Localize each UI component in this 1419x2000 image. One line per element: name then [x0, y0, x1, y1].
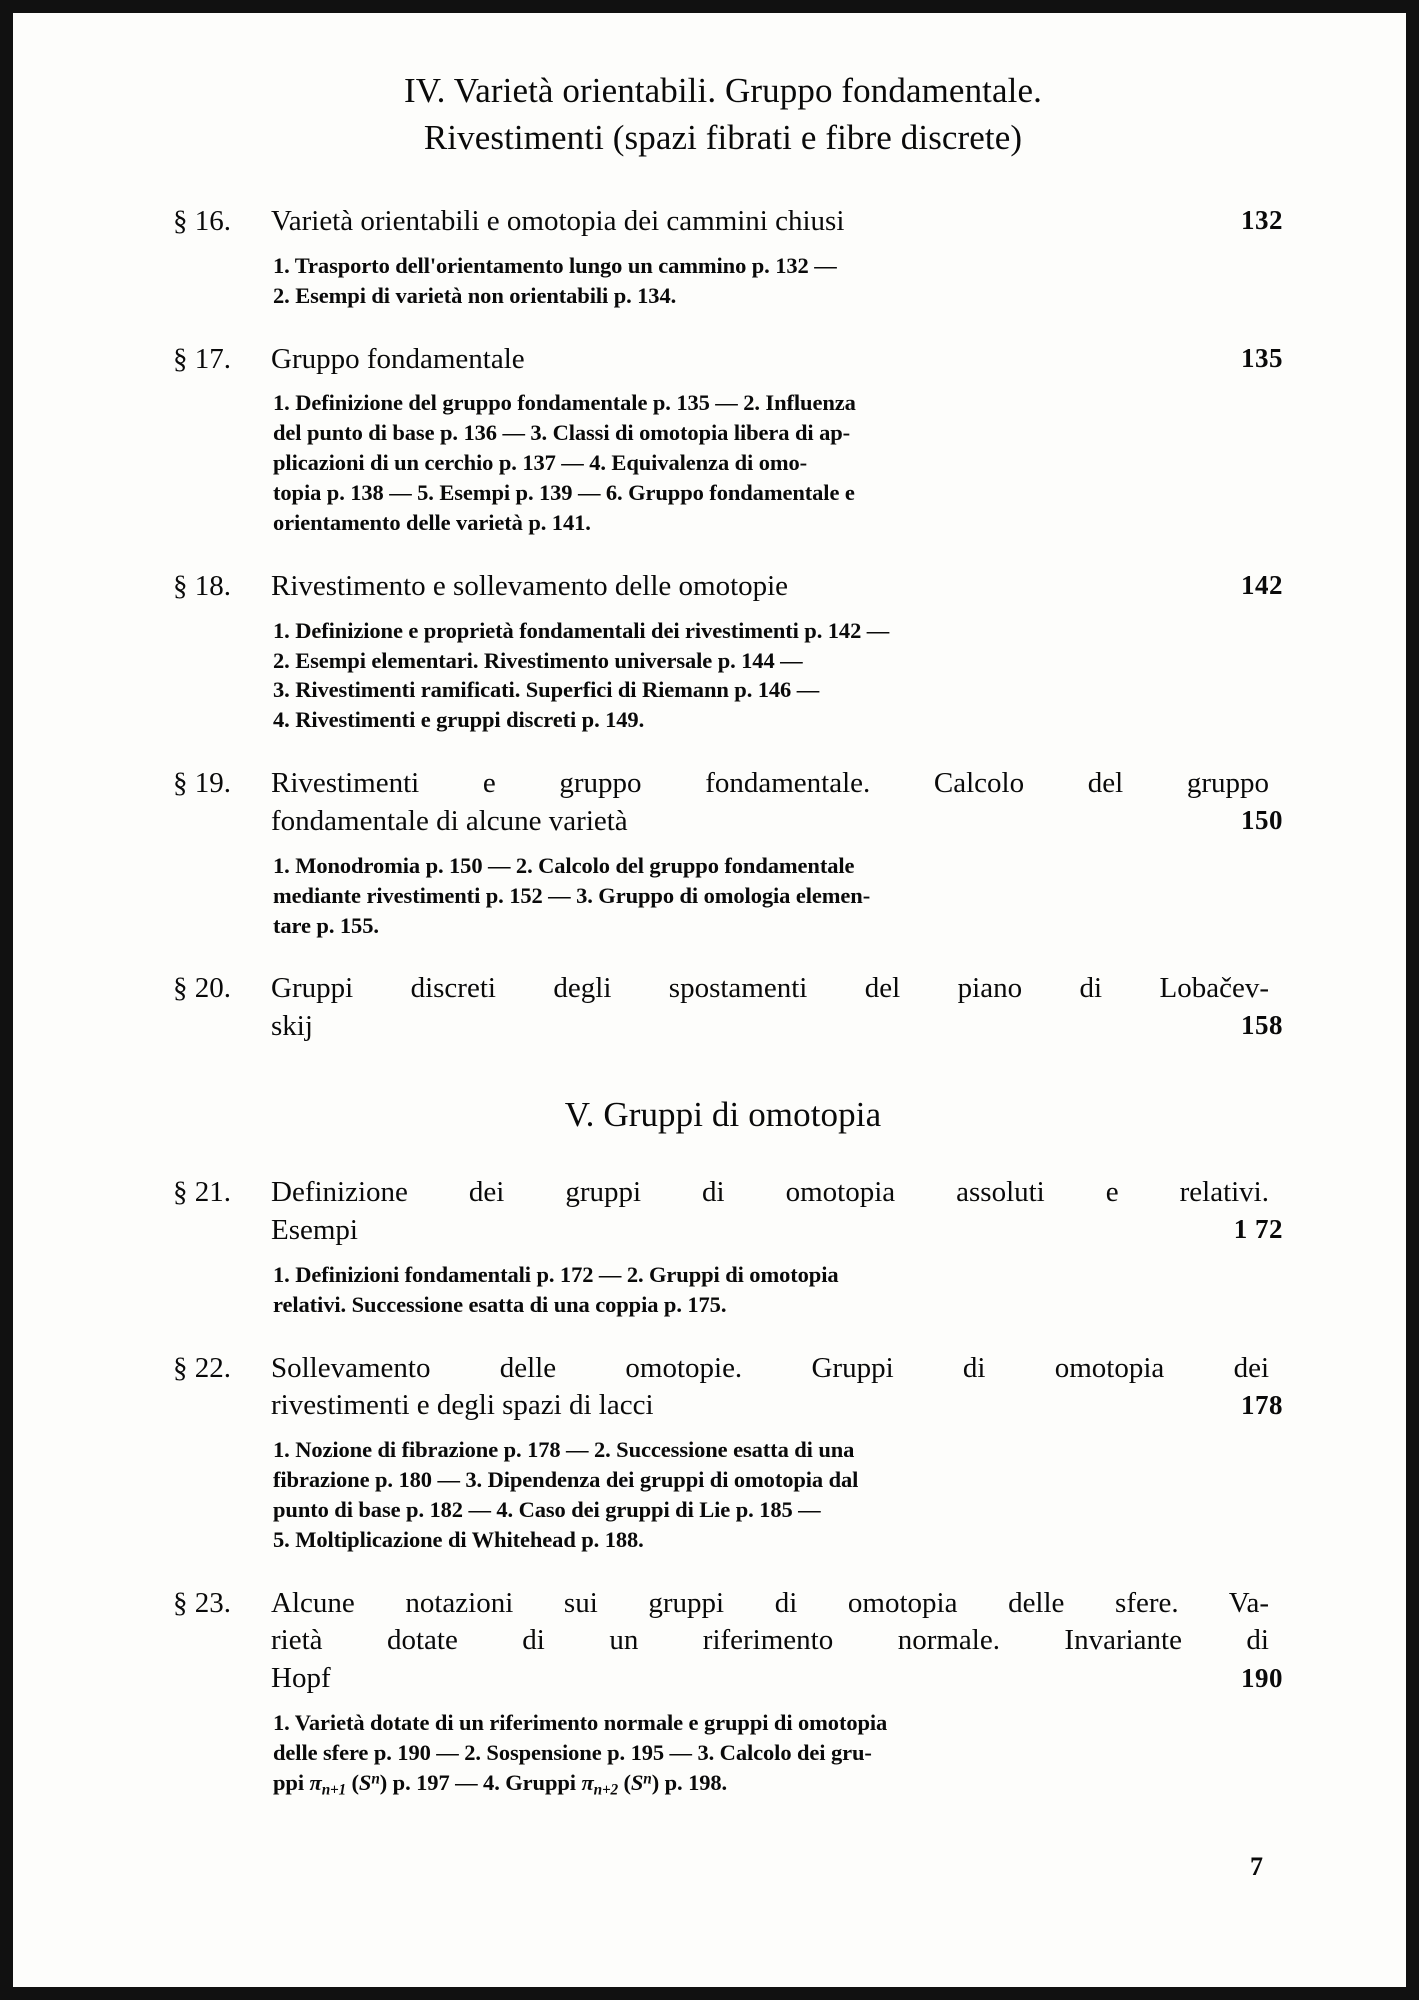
section-title	[271, 970, 1283, 1045]
section-number: § 19.	[173, 767, 231, 800]
sub-entry-line: del punto di base p. 136 — 3. Classi di omotopia libera di ap-	[273, 420, 851, 446]
sub-entry-line: orientamento delle varietà p. 141.	[273, 510, 591, 535]
section-number: § 16.	[173, 205, 231, 238]
toc-entry-23[interactable]	[163, 1585, 1283, 1801]
sub-entries	[163, 251, 1283, 311]
sphere-open-paren: (	[617, 1769, 631, 1795]
entry-head	[163, 1174, 1283, 1249]
entry-head	[163, 970, 1283, 1045]
section-title-line: Varietà orientabili e omotopia dei cammini chiusi	[271, 205, 845, 238]
math-prefix: ppi	[273, 1769, 310, 1795]
section-title-line: rietà dotate di un riferimento normale. Invariante di	[271, 1624, 1269, 1657]
math-suffix: p. 198.	[659, 1769, 728, 1795]
sub-entry-line: topia p. 138 — 5. Esempi p. 139 — 6. Gruppo fondamentale e	[273, 480, 855, 506]
section-title-line: Gruppo fondamentale	[271, 342, 525, 375]
section-number: § 20.	[173, 972, 231, 1005]
sub-entry-line: fibrazione p. 180 — 3. Dipendenza dei gruppi di omotopia dal	[273, 1466, 859, 1492]
sub-entry-math-line	[273, 1768, 1165, 1801]
pi-symbol: π	[581, 1769, 594, 1795]
sub-entry-line: plicazioni di un cerchio p. 137 — 4. Equivalenza di omo-	[273, 450, 808, 476]
toc-entry-20[interactable]	[163, 970, 1283, 1045]
section-title-line: Alcune notazioni sui gruppi di omotopia delle sfere. Va-	[271, 1586, 1269, 1619]
page-number: 132	[1241, 205, 1283, 236]
part-heading-iv	[163, 68, 1283, 161]
section-title-line: rivestimenti e degli spazi di lacci	[271, 1389, 654, 1422]
section-title-line: Rivestimenti e gruppo fondamentale. Calcolo del gruppo	[271, 767, 1269, 800]
entry-head	[163, 203, 1283, 241]
section-number: § 18.	[173, 569, 231, 602]
page-number: 158	[1241, 1010, 1283, 1041]
section-title-line: Sollevamento delle omotopie. Gruppi di omotopia dei	[271, 1351, 1269, 1384]
sub-entry-line: delle sfere p. 190 — 2. Sospensione p. 195 — 3. Calcolo dei gru-	[273, 1739, 872, 1765]
toc-entry-19[interactable]	[163, 765, 1283, 940]
page-number: 135	[1241, 342, 1283, 373]
paper-surface	[13, 13, 1406, 1987]
section-title-line: Esempi	[271, 1214, 358, 1247]
sub-entries	[163, 1708, 1283, 1800]
entry-head	[163, 1585, 1283, 1698]
pi-subscript: n+1	[321, 1780, 346, 1798]
toc-entry-21[interactable]	[163, 1174, 1283, 1319]
toc-content	[163, 68, 1283, 1806]
sub-entries	[163, 1260, 1283, 1320]
sub-entries	[163, 388, 1283, 538]
section-title	[271, 341, 1283, 379]
section-title	[271, 1350, 1283, 1425]
sub-entry-line: tare p. 155.	[273, 912, 379, 938]
section-number: § 22.	[173, 1351, 231, 1384]
sphere-close-paren: )	[651, 1769, 660, 1795]
sphere-open-paren: (	[345, 1769, 359, 1795]
entry-head	[163, 765, 1283, 840]
sub-entry-line: relativi. Successione esatta di una coppia p. 175.	[273, 1291, 727, 1317]
part-iv-line-2: Rivestimenti (spazi fibrati e fibre discrete)	[423, 117, 1023, 157]
sub-entries	[163, 616, 1283, 736]
sub-entry-line: punto di base p. 182 — 4. Caso dei gruppi di Lie p. 185 —	[273, 1496, 821, 1522]
page-number: 178	[1241, 1389, 1283, 1420]
toc-entry-17[interactable]	[163, 341, 1283, 538]
sub-entry-line: 4. Rivestimenti e gruppi discreti p. 149.	[273, 707, 645, 733]
section-title-line: skij	[271, 1010, 313, 1043]
entry-head	[163, 568, 1283, 606]
section-title-line: Definizione dei gruppi di omotopia assoluti e relativi.	[271, 1176, 1269, 1209]
section-number: § 17.	[173, 342, 231, 375]
sub-entry-line: 3. Rivestimenti ramificati. Superfici di Riemann p. 146 —	[273, 677, 820, 703]
math-mid: p. 197 — 4. Gruppi	[387, 1769, 582, 1795]
sub-entry-line: 1. Varietà dotate di un riferimento normale e gruppi di omotopia	[273, 1709, 888, 1735]
sub-entry-line: 1. Definizioni fondamentali p. 172 — 2. Gruppi di omotopia	[273, 1261, 839, 1287]
section-title-line: Gruppi discreti degli spostamenti del piano di Lobačev-	[271, 972, 1269, 1005]
sphere-superscript: n	[643, 1770, 652, 1788]
sub-entry-line: 1. Definizione del gruppo fondamentale p. 135 — 2. Influenza	[273, 390, 856, 416]
sub-entry-line: 2. Esempi elementari. Rivestimento universale p. 144 —	[273, 647, 803, 673]
page-number: 142	[1241, 569, 1283, 600]
sub-entry-line: 1. Trasporto dell'orientamento lungo un cammino p. 132 —	[273, 252, 837, 278]
section-number: § 23.	[173, 1586, 231, 1619]
section-title	[271, 765, 1283, 840]
sphere-symbol: S	[358, 1769, 372, 1795]
entry-head	[163, 341, 1283, 379]
section-title	[271, 1585, 1283, 1698]
pi-symbol: π	[309, 1769, 322, 1795]
sub-entry-line: mediante rivestimenti p. 152 — 3. Gruppo di omologia elemen-	[273, 882, 871, 908]
sub-entries	[163, 1435, 1283, 1555]
sub-entry-line: 1. Monodromia p. 150 — 2. Calcolo del gruppo fondamentale	[273, 852, 855, 878]
entry-head	[163, 1350, 1283, 1425]
sphere-close-paren: )	[379, 1769, 388, 1795]
page-number: 190	[1241, 1662, 1283, 1693]
sphere-superscript: n	[371, 1770, 380, 1788]
pi-subscript: n+2	[593, 1780, 618, 1798]
section-title-line: Hopf	[271, 1662, 331, 1695]
section-title	[271, 203, 1283, 241]
part-heading-v	[163, 1092, 1283, 1139]
section-title-line: fondamentale di alcune varietà	[271, 804, 628, 837]
sub-entry-line: 1. Definizione e proprietà fondamentali dei rivestimenti p. 142 —	[273, 617, 890, 643]
section-title-line: Rivestimento e sollevamento delle omotopie	[271, 569, 789, 602]
section-title	[271, 1174, 1283, 1249]
part-v-line-1: V. Gruppi di omotopia	[564, 1094, 882, 1134]
sub-entry-line: 5. Moltiplicazione di Whitehead p. 188.	[273, 1526, 644, 1552]
page-number: 150	[1241, 805, 1283, 836]
toc-entry-18[interactable]	[163, 568, 1283, 735]
toc-entry-22[interactable]	[163, 1350, 1283, 1555]
section-number: § 21.	[173, 1176, 231, 1209]
sub-entry-line: 2. Esempi di varietà non orientabili p. 134.	[273, 282, 677, 308]
sub-entries	[163, 851, 1283, 941]
sphere-symbol: S	[630, 1769, 644, 1795]
folio-page-number: 7	[1250, 1852, 1263, 1881]
section-title	[271, 568, 1283, 606]
part-iv-line-1: IV. Varietà orientabili. Gruppo fondamentale.	[404, 71, 1042, 110]
toc-entry-16[interactable]	[163, 203, 1283, 311]
sub-entry-line: 1. Nozione di fibrazione p. 178 — 2. Successione esatta di una	[273, 1436, 855, 1462]
page-number: 1 72	[1233, 1214, 1283, 1245]
